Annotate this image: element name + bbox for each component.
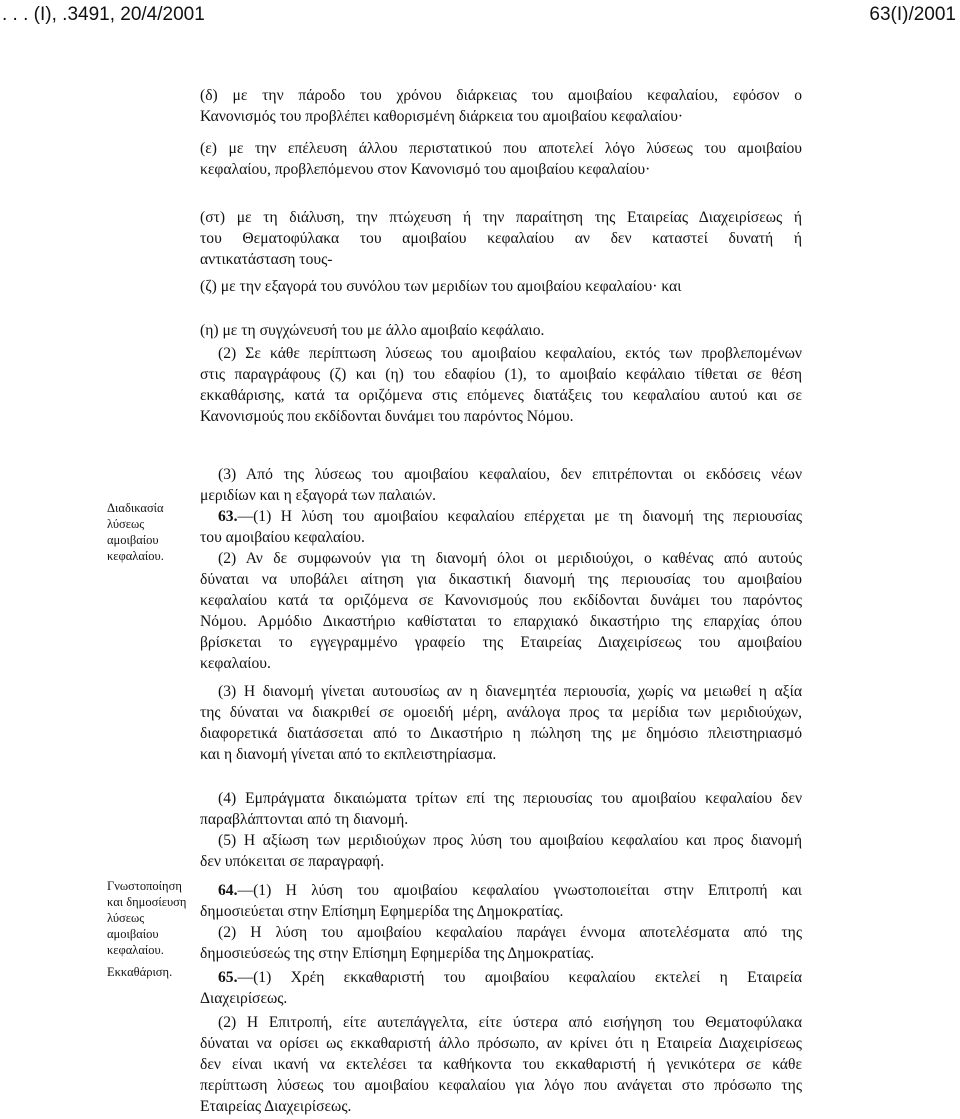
- clause-st-line-1: (στ) με τη διάλυση, την πτώχευση ή την παραίτηση της Εταιρείας Διαχειρίσεως ή: [200, 209, 802, 226]
- margin-note-65-line-1: Εκκαθάριση.: [107, 965, 173, 979]
- margin-note-63-line-2: λύσεως: [107, 517, 145, 531]
- subsection-2-line-4: Κανονισμούς που εκδίδονται δυνάμει του παρόντος Νόμου.: [200, 408, 574, 425]
- section-63-5-line-1: (5) Η αξίωση των μεριδιούχων προς λύση του αμοιβαίου κεφαλαίου και προς διανομή: [218, 832, 802, 849]
- section-65-1-line-2: Διαχειρίσεως.: [200, 990, 288, 1007]
- section-65-2-line-1: (2) Η Επιτροπή, είτε αυτεπάγγελτα, είτε ύστερα από εισήγηση του Θεματοφύλακα: [218, 1014, 802, 1031]
- margin-note-63-line-3: αμοιβαίου: [107, 533, 159, 547]
- subsection-2-line-3: εκκαθάρισης, κατά τα οριζόμενα στις επόμενες διατάξεις του κεφαλαίου αυτού και σε: [200, 387, 802, 404]
- section-64-2-line-1: (2) Η λύση του αμοιβαίου κεφαλαίου παράγει έννομα αποτελέσματα από της: [218, 924, 802, 941]
- section-64-1: [200, 880, 802, 922]
- section-63-1-line-1: [200, 506, 802, 527]
- section-65-1-line-1: [200, 967, 802, 988]
- section-63-1-text: —(1) Η λύση του αμοιβαίου κεφαλαίου επέρχεται με τη διανομή της περιουσίας: [237, 508, 802, 525]
- section-63-3-line-1: (3) Η διανομή γίνεται αυτουσίως αν η διανεμητέα περιουσία, χωρίς να μειωθεί η αξία: [218, 683, 802, 700]
- section-63-5-line-2: δεν υπόκειται σε παραγραφή.: [200, 853, 385, 870]
- clause-e: [200, 138, 802, 180]
- section-63-3-line-2: της δύναται να διακριθεί σε ομοειδή μέρη, ανάλογα προς τα μερίδια των μεριδιούχων,: [200, 704, 802, 721]
- section-64-1-text: —(1) Η λύση του αμοιβαίου κεφαλαίου γνωστοποιείται στην Επιτροπή και: [237, 882, 802, 899]
- section-64-1-line-1: [200, 880, 802, 901]
- margin-note-64-line-4: αμοιβαίου: [107, 927, 159, 941]
- section-65-2-line-3: δεν είναι ικανή να εκτελέσει τα καθήκοντα του εκκαθαριστή ή γενικότερα σε κάθε: [200, 1056, 802, 1073]
- margin-note-section-63: [107, 500, 202, 564]
- margin-note-64-line-2: και δημοσίευση: [107, 895, 187, 909]
- subsection-3-line-1: (3) Από της λύσεως του αμοιβαίου κεφαλαίου, δεν επιτρέπονται οι εκδόσεις νέων: [218, 466, 802, 483]
- section-64-1-line-2: δημοσιεύεται στην Επίσημη Εφημερίδα της Δημοκρατίας.: [200, 903, 564, 920]
- section-63-4-line-1: (4) Εμπράγματα δικαιώματα τρίτων επί της περιουσίας του αμοιβαίου κεφαλαίου δεν: [218, 790, 802, 807]
- section-63-2-line-3: κεφαλαίου κατά τα οριζόμενα σε Κανονισμούς που εκδίδονται δυνάμει του παρόντος: [200, 592, 802, 609]
- section-63-2-line-2: δύναται να υποβάλει αίτηση για δικαστική διανομή της περιουσίας του αμοιβαίου: [200, 571, 802, 588]
- clause-d-line-1: (δ) με την πάροδο του χρόνου διάρκειας του αμοιβαίου κεφαλαίου, εφόσον ο: [200, 87, 802, 104]
- clause-e-line-2: κεφαλαίου, προβλεπόμενου στον Κανονισμό του αμοιβαίου κεφαλαίου·: [200, 161, 651, 178]
- section-64-2-line-2: δημοσιεύσεώς της στην Επίσημη Εφημερίδα της Δημοκρατίας.: [200, 945, 595, 962]
- margin-note-section-65: [107, 964, 202, 980]
- section-64-2: [200, 922, 802, 964]
- clause-d-line-2: Κανονισμός του προβλέπει καθορισμένη διάρκεια του αμοιβαίου κεφαλαίου·: [200, 108, 684, 125]
- margin-note-section-64: [107, 878, 202, 958]
- section-65-1-text: —(1) Χρέη εκκαθαριστή του αμοιβαίου κεφαλαίου εκτελεί η Εταιρεία: [237, 969, 802, 986]
- subsection-2-line-2: στις παραγράφους (ζ) και (η) του εδαφίου (1), το αμοιβαίο κεφάλαιο τίθεται σε θέση: [200, 366, 802, 383]
- law-number: 63(I)/2001: [869, 4, 956, 25]
- section-63-3-line-4: και η διανομή γίνεται από το εκπλειστηρίασμα.: [200, 746, 497, 763]
- clause-st-line-2: του Θεματοφύλακα του αμοιβαίου κεφαλαίου αν δεν καταστεί δυνατή ή: [200, 230, 802, 247]
- section-65-number: 65.: [218, 969, 238, 986]
- section-63-4: [200, 788, 802, 830]
- section-63-2-line-5: βρίσκεται το εγγεγραμμένο γραφείο της Εταιρείας Διαχειρίσεως του αμοιβαίου: [200, 634, 802, 651]
- section-63-3: [200, 681, 802, 765]
- section-63-2-line-1: (2) Αν δε συμφωνούν για τη διανομή όλοι οι μεριδιούχοι, ο καθένας από αυτούς: [218, 550, 802, 567]
- margin-note-64-line-1: Γνωστοποίηση: [107, 879, 182, 893]
- section-63-5: [200, 830, 802, 872]
- clause-z-line: (ζ) με την εξαγορά του συνόλου των μεριδίων του αμοιβαίου κεφαλαίου· και: [200, 278, 682, 295]
- section-65-2-line-2: δύναται να ορίσει ως εκκαθαριστή άλλο πρόσωπο, αν κρίνει ότι η Εταιρεία Διαχειρίσεως: [200, 1035, 802, 1052]
- section-63-2: [200, 548, 802, 674]
- section-65-1: [200, 967, 802, 1009]
- subsection-2: [200, 343, 802, 427]
- subsection-3-line-2: μεριδίων και η εξαγορά των παλαιών.: [200, 487, 436, 504]
- section-65-2-line-5: Εταιρείας Διαχειρίσεως.: [200, 1098, 352, 1115]
- clause-h-line: (η) με τη συγχώνευσή του με άλλο αμοιβαίο κεφάλαιο.: [200, 322, 545, 339]
- section-63-1-line-2: του αμοιβαίου κεφαλαίου.: [200, 529, 365, 546]
- subsection-3: [200, 464, 802, 506]
- section-63-3-line-3: διαφορετικά διατάσσεται από το Δικαστήριο η πώληση της με δημόσιο πλειστηριασμό: [200, 725, 802, 742]
- section-63-4-line-2: παραβλάπτονται από τη διανομή.: [200, 811, 409, 828]
- margin-note-64-line-3: λύσεως: [107, 911, 145, 925]
- margin-note-63-line-4: κεφαλαίου.: [107, 549, 164, 563]
- gazette-reference: . . . (I), .3491, 20/4/2001: [2, 4, 205, 25]
- section-63-number: 63.: [218, 508, 238, 525]
- clause-e-line-1: (ε) με την επέλευση άλλου περιστατικού που αποτελεί λόγο λύσεως του αμοιβαίου: [200, 140, 802, 157]
- section-65-2: [200, 1012, 802, 1117]
- subsection-2-line-1: (2) Σε κάθε περίπτωση λύσεως του αμοιβαίου κεφαλαίου, εκτός των προβλεπομένων: [218, 345, 802, 362]
- section-64-number: 64.: [218, 882, 238, 899]
- section-63-2-line-6: κεφαλαίου.: [200, 655, 271, 672]
- clause-d: [200, 85, 802, 127]
- clause-z: [200, 276, 802, 297]
- clause-st-line-3: αντικατάσταση τους-: [200, 251, 333, 268]
- margin-note-64-line-5: κεφαλαίου.: [107, 943, 164, 957]
- clause-h: [200, 320, 802, 341]
- section-63-2-line-4: Νόμου. Αρμόδιο Δικαστήριο καθίσταται το επαρχιακό δικαστήριο της επαρχίας όπου: [200, 613, 802, 630]
- clause-st: [200, 207, 802, 270]
- margin-note-63-line-1: Διαδικασία: [107, 501, 164, 515]
- page-header: [0, 2, 960, 28]
- section-65-2-line-4: περίπτωση λύσεως του αμοιβαίου κεφαλαίου για λόγο που ανάγεται στο πρόσωπο της: [200, 1077, 802, 1094]
- section-63-1: [200, 506, 802, 548]
